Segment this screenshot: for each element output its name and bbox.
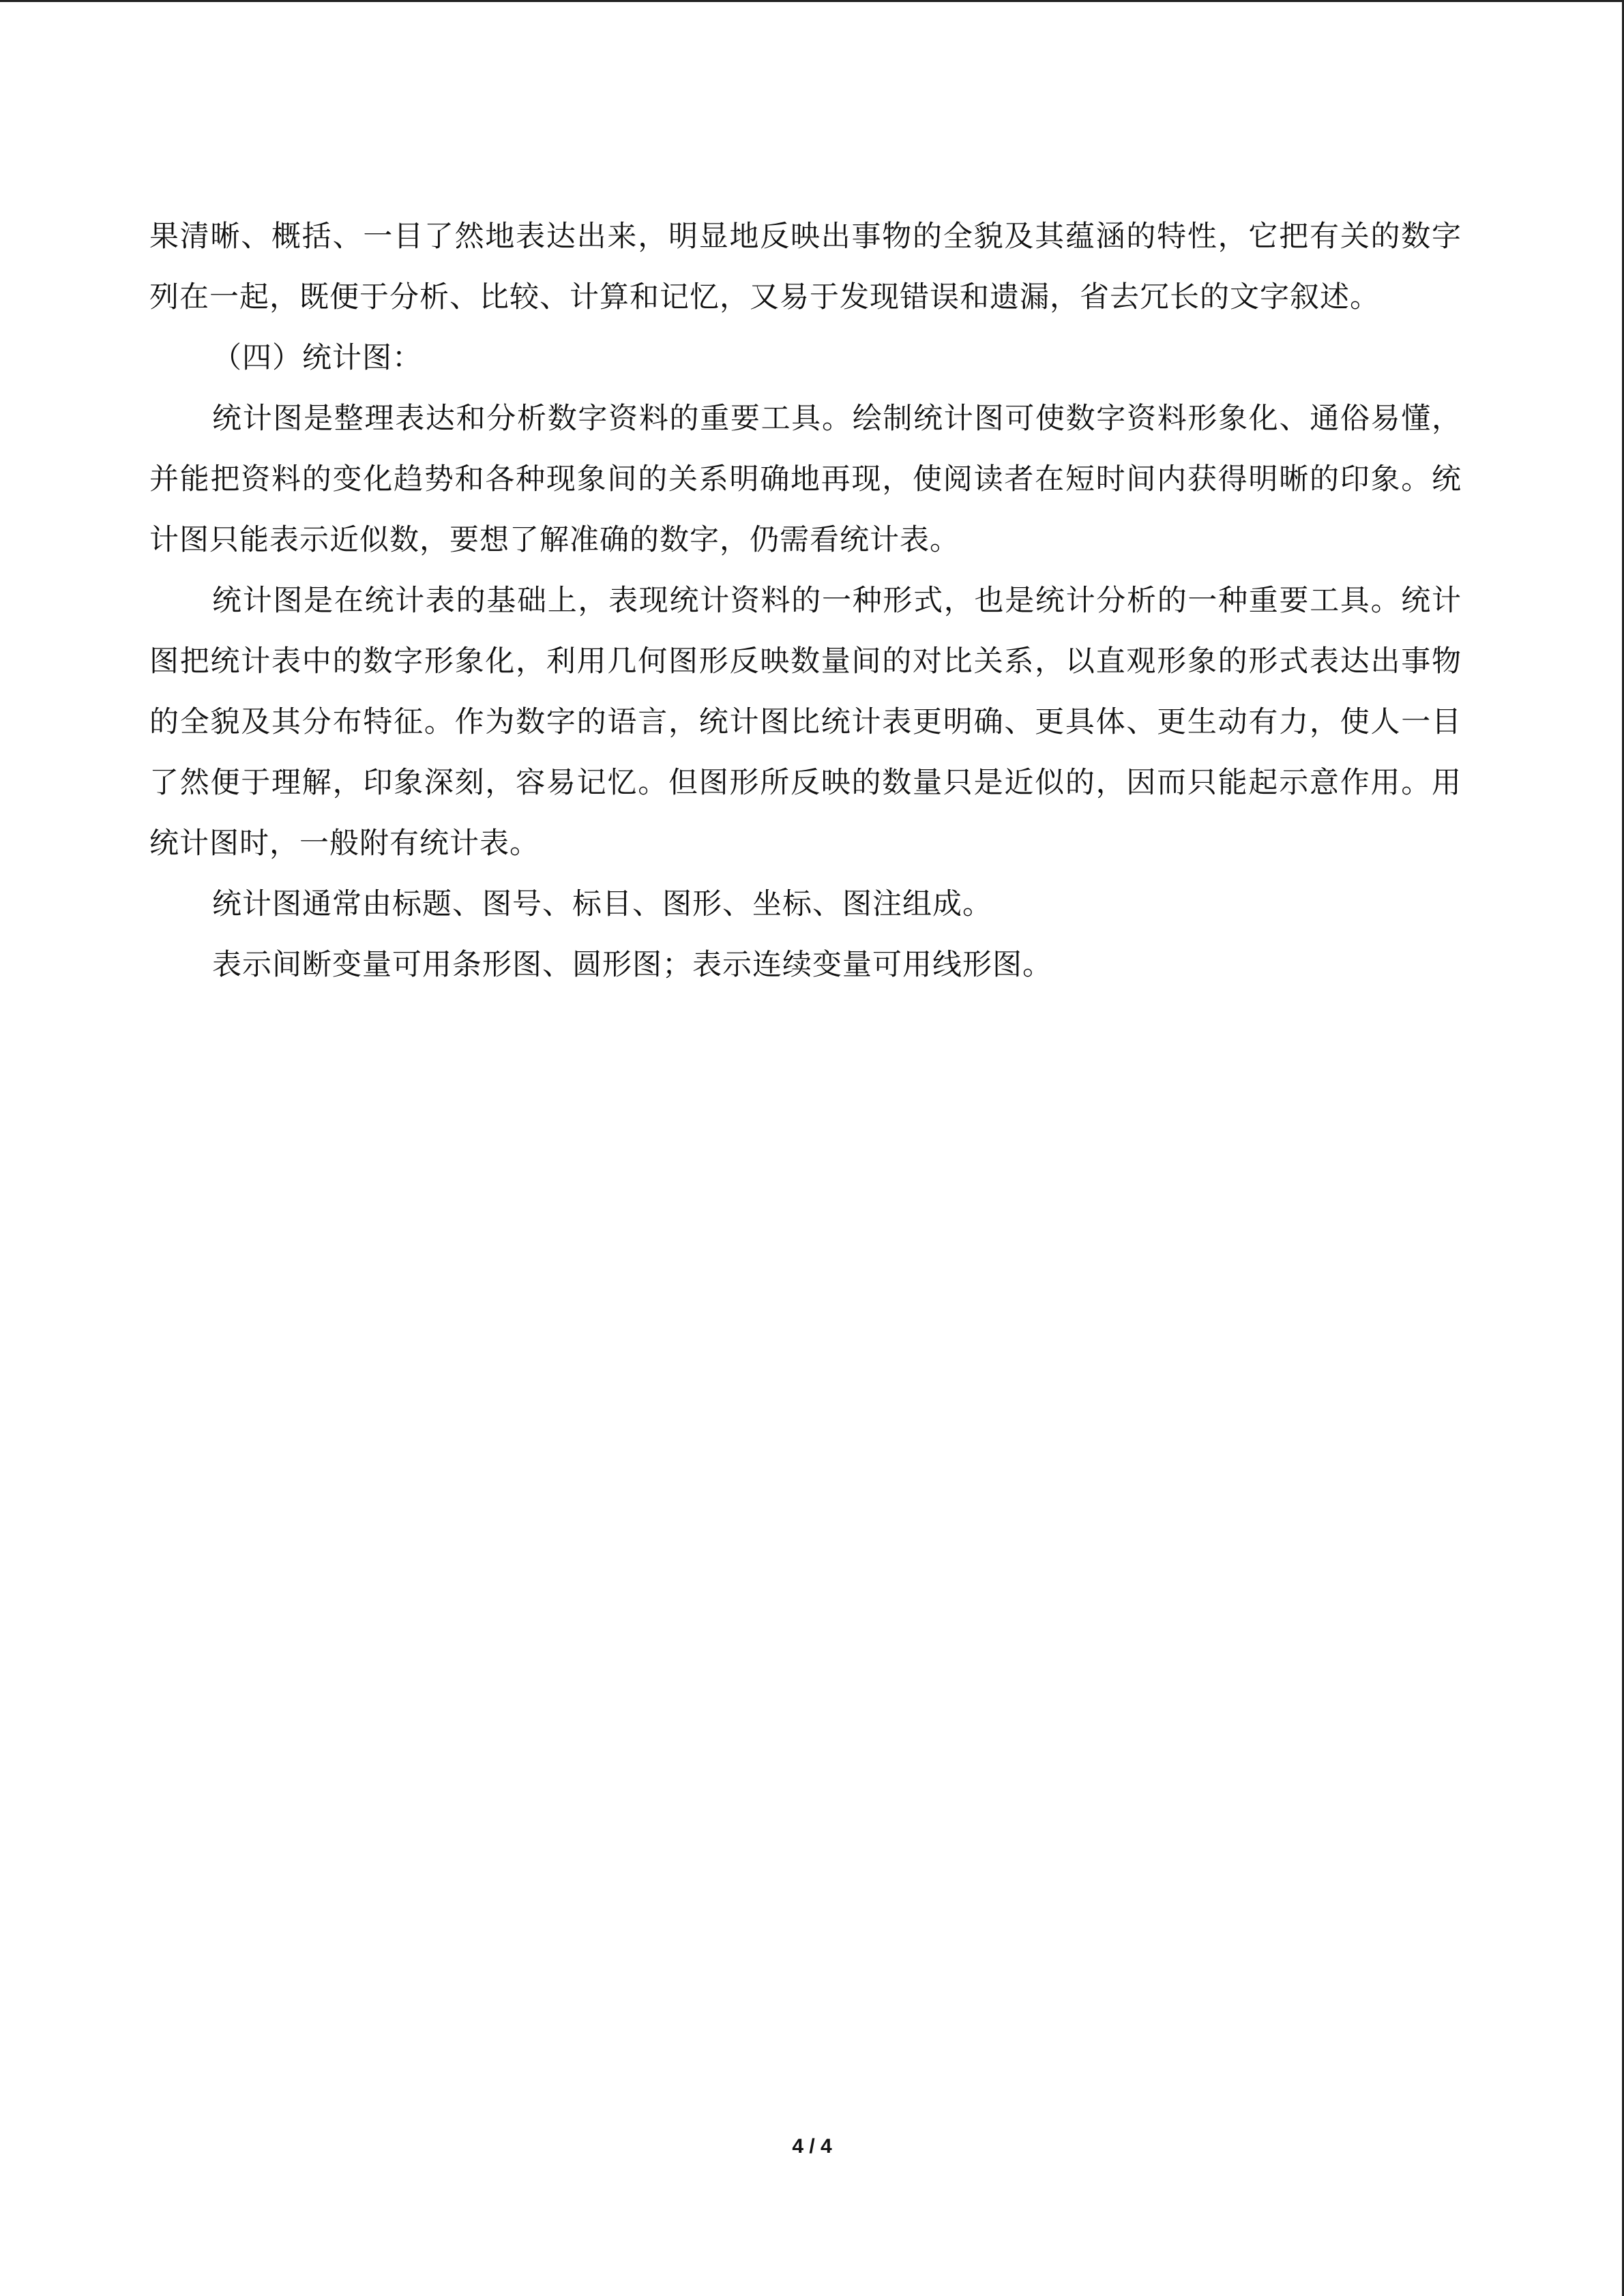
paragraph-chart-description: 统计图是在统计表的基础上，表现统计资料的一种形式，也是统计分析的一种重要工具。统计图把统计表中的数字形象化，利用几何图形反映数量间的对比关系，以直观形象的形式表达出事物的全貌及其分布特征。作为数字的语言，统计图比统计表更明确、更具体、更生动有力，使人一目了然便于理解，印象深刻，容易记忆。但图形所反映的数量只是近似的，因而只能起示意作用。用统计图时，一般附有统计表。 [149,584,1462,861]
document-body [149,207,1462,996]
paragraph-chart-types: 表示间断变量可用条形图、圆形图；表示连续变量可用线形图。 [212,948,1052,982]
paragraph-continuation: 果清晰、概括、一目了然地表达出来，明显地反映出事物的全貌及其蕴涵的特性，它把有关的数字列在一起，既便于分析、比较、计算和记忆，又易于发现错误和遗漏，省去冗长的文字叙述。 [149,220,1462,314]
page-number: 4 / 4 [792,2135,832,2158]
paragraph-chart-purpose: 统计图是整理表达和分析数字资料的重要工具。绘制统计图可使数字资料形象化、通俗易懂，并能把资料的变化趋势和各种现象间的关系明确地再现，使阅读者在短时间内获得明晰的印象。统计图只能表示近似数，要想了解准确的数字，仍需看统计表。 [149,402,1462,557]
paragraph-chart-components: 统计图通常由标题、图号、标目、图形、坐标、图注组成。 [212,887,992,921]
section-heading-statistical-chart: （四）统计图： [212,341,422,375]
